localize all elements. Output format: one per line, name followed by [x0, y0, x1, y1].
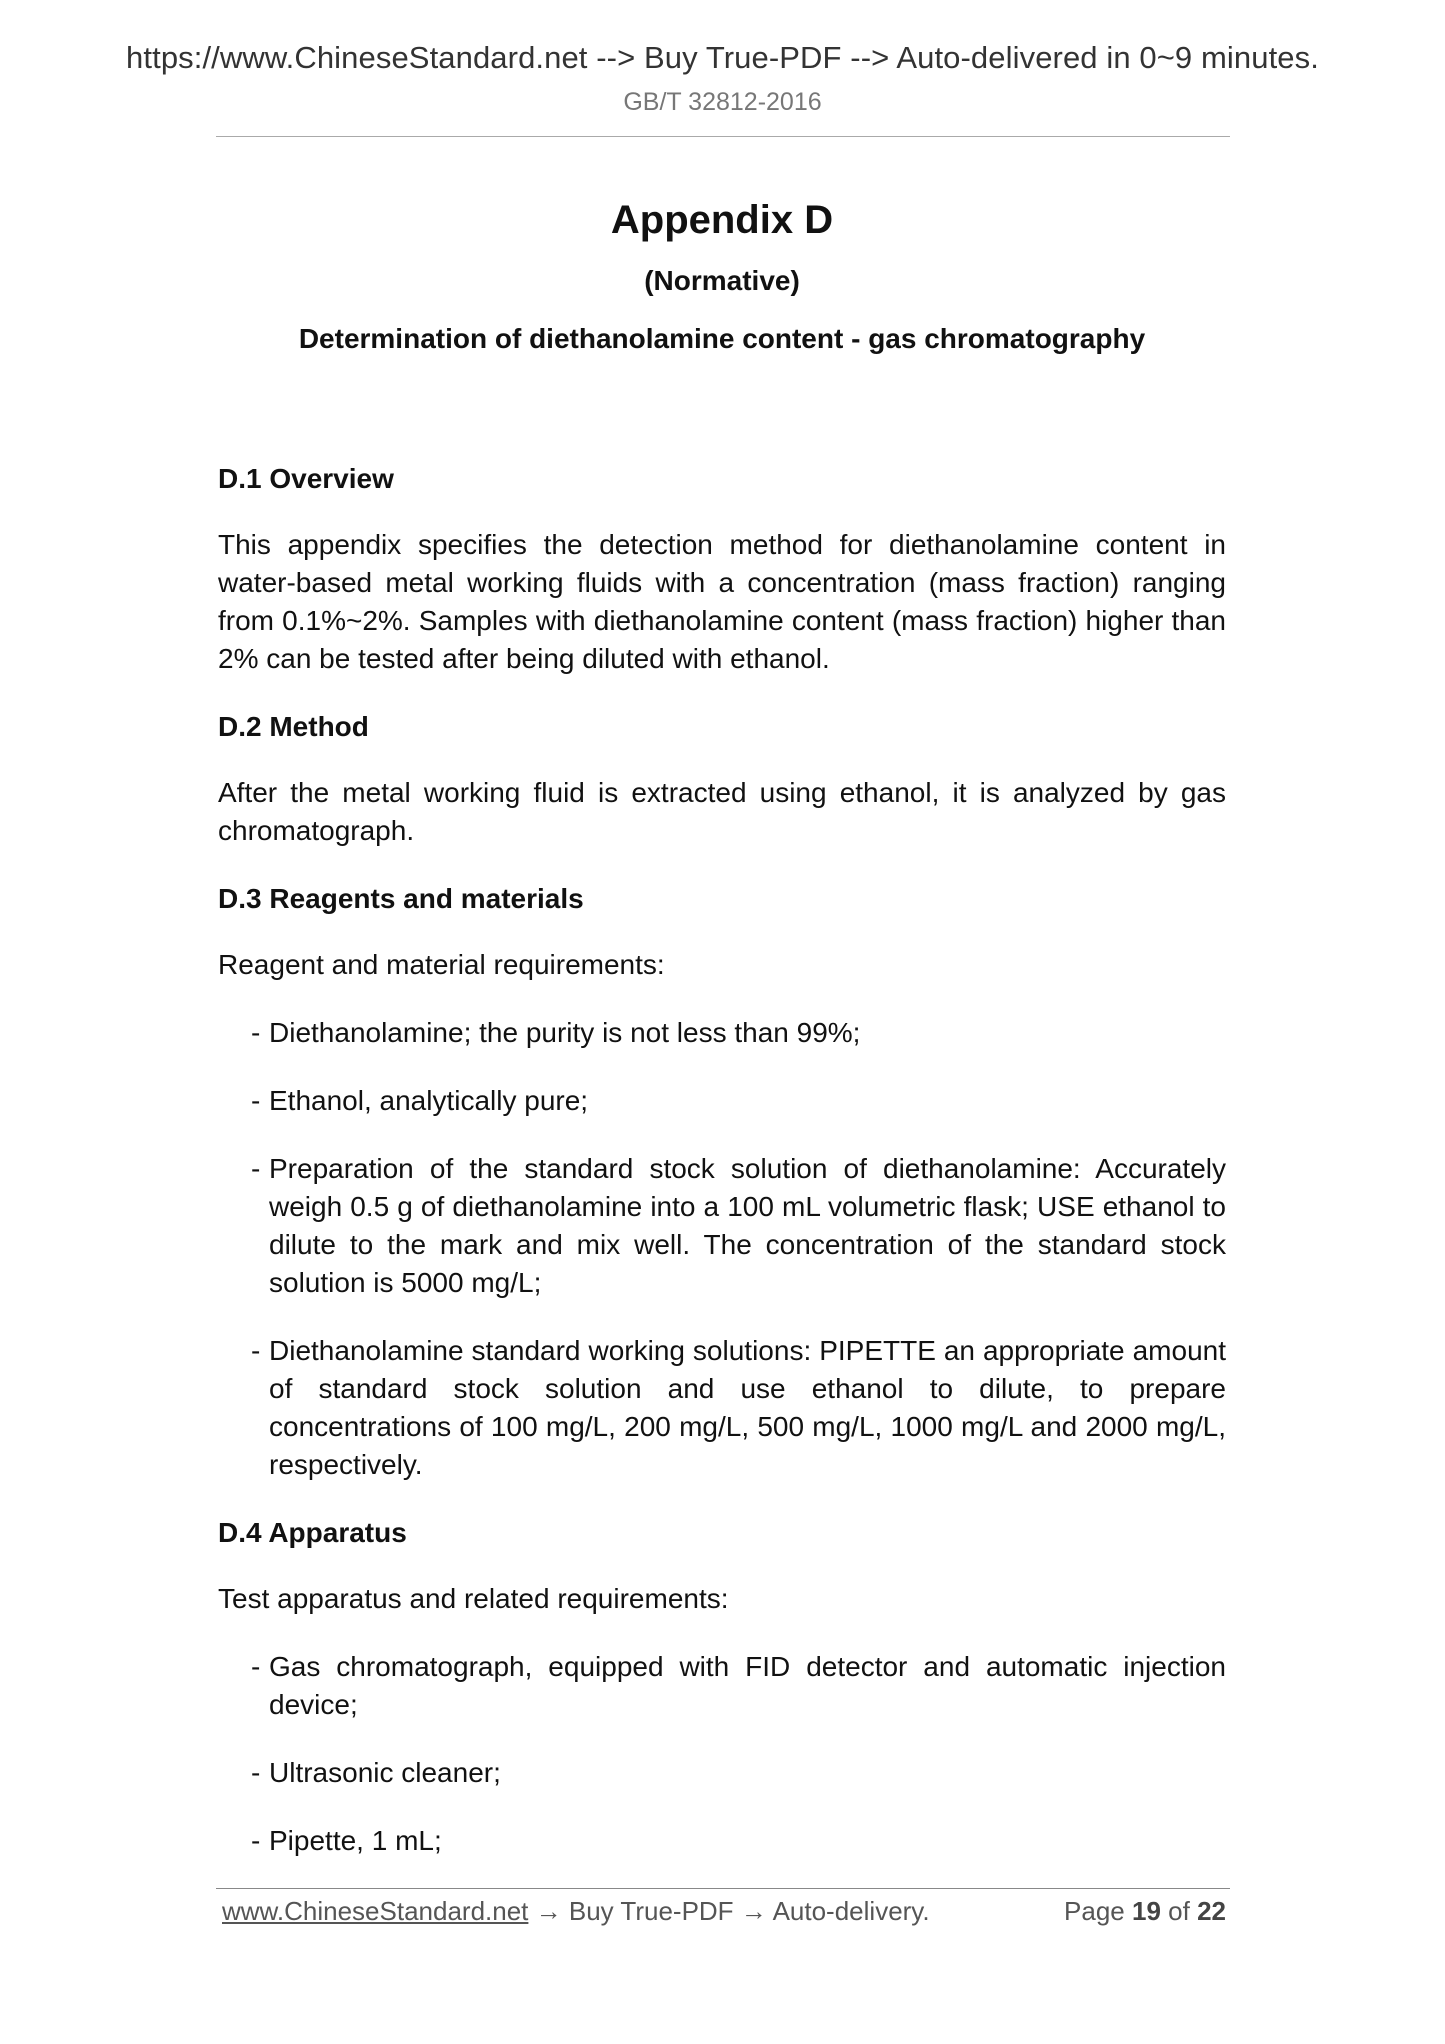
list-item-text: Preparation of the standard stock solution of diethanolamine: Accurately weigh 0.5 g of diethanolamine into a 100 mL volumetric flask; USE ethanol to dilute to the mark and mix well. The concentration of the standard stock solution is 5000 mg/L;	[269, 1153, 1226, 1298]
list-item-text: Diethanolamine; the purity is not less than 99%;	[269, 1017, 861, 1048]
list-item-text: Ethanol, analytically pure;	[269, 1085, 589, 1116]
list-item	[218, 1822, 1226, 1860]
footer-divider	[216, 1888, 1230, 1889]
section-heading-apparatus: D.4 Apparatus	[218, 1517, 407, 1548]
appendix-type: (Normative)	[644, 265, 800, 296]
appendix-title: Appendix D	[610, 198, 834, 242]
list-item-text: Pipette, 1 mL;	[269, 1825, 442, 1856]
list-dash: -	[251, 1335, 261, 1366]
list-item	[218, 1332, 1226, 1484]
reagents-list	[218, 1014, 1226, 1484]
section-heading-method: D.2 Method	[218, 711, 369, 742]
page-current: 19	[1132, 1896, 1161, 1926]
list-dash: -	[251, 1825, 261, 1856]
list-item	[218, 1082, 1226, 1120]
list-item	[218, 1014, 1226, 1052]
header-divider	[216, 136, 1230, 137]
reagents-intro: Reagent and material requirements:	[218, 949, 665, 980]
apparatus-list	[218, 1648, 1226, 1860]
list-item-text: Ultrasonic cleaner;	[269, 1757, 501, 1788]
top-banner: https://www.ChineseStandard.net --> Buy True-PDF --> Auto-delivered in 0~9 minutes.	[126, 40, 1319, 75]
appendix-subtitle: Determination of diethanolamine content - gas chromatography	[298, 323, 1146, 354]
page-label: Page	[1064, 1896, 1125, 1926]
method-paragraph: After the metal working fluid is extracted using ethanol, it is analyzed by gas chromatograph.	[218, 777, 1226, 846]
section-heading-reagents: D.3 Reagents and materials	[218, 883, 584, 914]
list-dash: -	[251, 1153, 261, 1184]
list-dash: -	[251, 1651, 261, 1682]
overview-paragraph: This appendix specifies the detection method for diethanolamine content in water-based metal working fluids with a concentration (mass fraction) ranging from 0.1%~2%. Samples with diethanolamine content (mass fraction) higher than 2% can be tested after being diluted with ethanol.	[218, 529, 1226, 674]
standard-code: GB/T 32812-2016	[623, 88, 822, 116]
list-item	[218, 1754, 1226, 1792]
apparatus-intro: Test apparatus and related requirements:	[218, 1583, 729, 1614]
section-heading-overview: D.1 Overview	[218, 463, 394, 494]
list-item	[218, 1648, 1226, 1724]
list-dash: -	[251, 1757, 261, 1788]
list-dash: -	[251, 1085, 261, 1116]
list-item-text: Gas chromatograph, equipped with FID detector and automatic injection device;	[269, 1651, 1226, 1720]
page-content	[218, 190, 1226, 1860]
page-total: 22	[1197, 1896, 1226, 1926]
list-item	[218, 1150, 1226, 1302]
footer	[222, 1893, 1228, 1929]
list-item-text: Diethanolamine standard working solutions: PIPETTE an appropriate amount of standard stock solution and use ethanol to dilute, to prepare concentrations of 100 mg/L, 200 mg/L, 500 mg/L, 1000 mg/L and 2000 mg/L, respectively.	[269, 1335, 1226, 1480]
page-of: of	[1168, 1896, 1190, 1926]
footer-text: → Buy True-PDF → Auto-delivery.	[528, 1896, 930, 1926]
footer-site-link[interactable]: www.ChineseStandard.net	[222, 1896, 529, 1926]
page-indicator	[1064, 1893, 1226, 1929]
list-dash: -	[251, 1017, 261, 1048]
